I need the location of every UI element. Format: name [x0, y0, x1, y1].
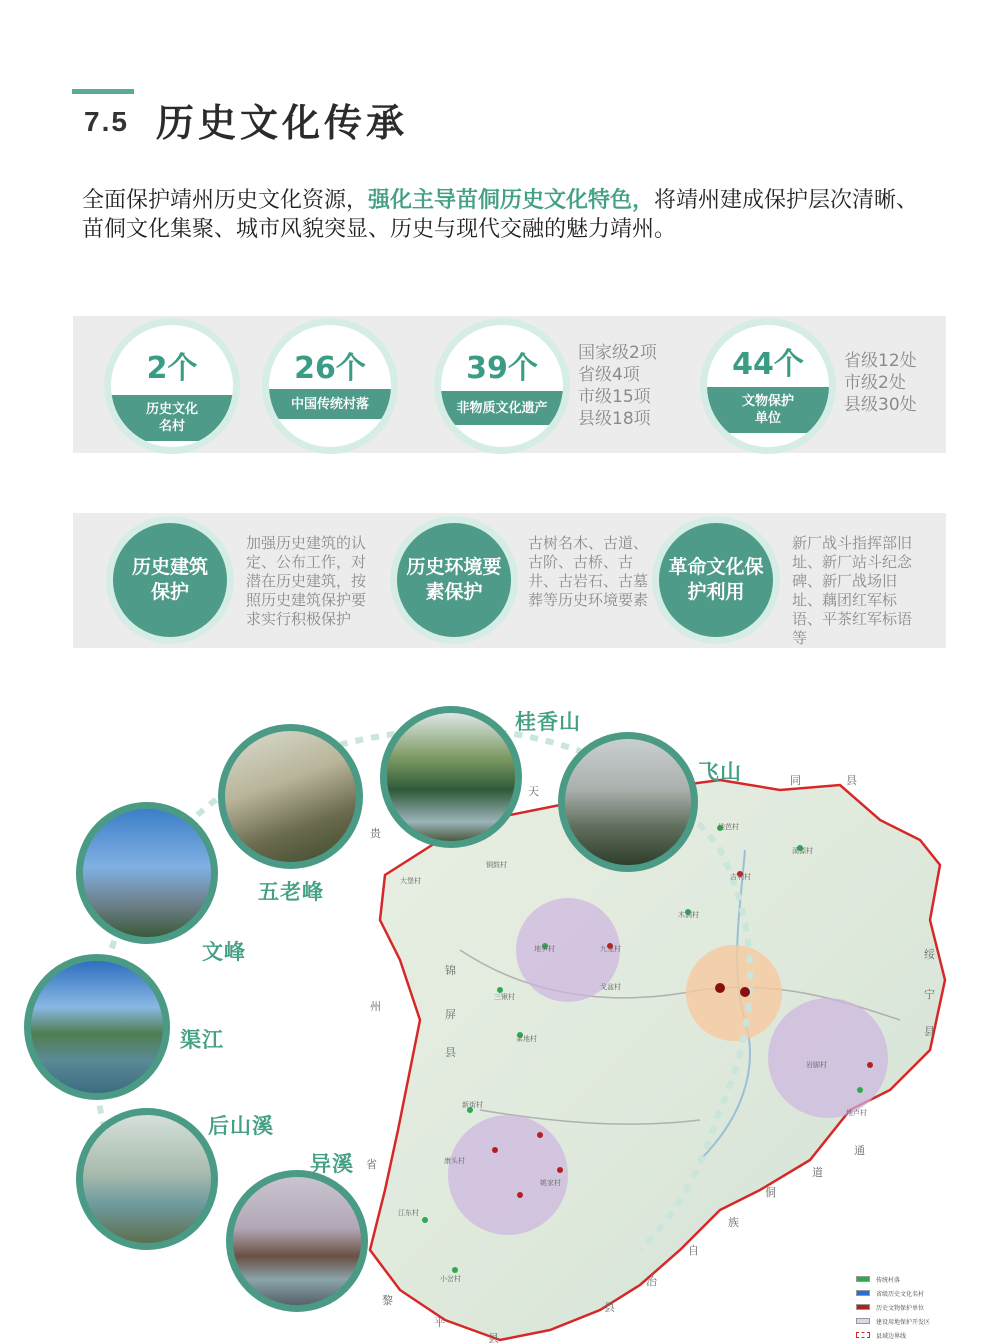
stat-card-villages: [104, 318, 240, 454]
stat-number: 39个: [466, 351, 538, 386]
stat-card-traditional-villages: [262, 318, 398, 454]
stat-card-protected-units: [700, 318, 836, 454]
legend-label: 历史文物保护单位: [876, 1304, 925, 1312]
photo-feishan: [558, 732, 698, 872]
county-label: 县: [924, 1025, 935, 1038]
stat-number: 44个: [732, 347, 804, 382]
place-label-qujiang: 渠江: [180, 1028, 224, 1052]
legend-swatch: [856, 1290, 870, 1296]
county-label: 同: [790, 774, 801, 787]
legend-swatch: [856, 1318, 870, 1324]
stat-number: 2个: [146, 351, 198, 386]
map-legend: [856, 1272, 996, 1342]
county-label: 屏: [445, 1008, 456, 1021]
village-label: 康头村: [444, 1157, 465, 1165]
protection-title-buildings: 历史建筑 保护: [106, 516, 234, 644]
legend-label: 传统村落: [876, 1276, 901, 1284]
section-number: 7.5: [84, 106, 129, 137]
cluster-zone-center: [686, 945, 782, 1041]
intro-highlight: 强化主导苗侗历史文化特色，: [368, 188, 655, 213]
protection-title-environment: 历史环境要 素保护: [390, 516, 518, 644]
place-label-guixiangshan: 桂香山: [515, 710, 581, 734]
stat-card-intangible-heritage: [434, 318, 570, 454]
county-label: 县: [604, 1301, 615, 1314]
legend-row: [856, 1300, 996, 1314]
county-label: 黎: [382, 1294, 393, 1307]
legend-row: [856, 1328, 996, 1342]
protection-text-buildings: 加强历史建筑的认定、公布工作，对潜在历史建筑，按照历史建筑保护要求实行积极保护: [246, 534, 367, 628]
village-label: 江东村: [398, 1209, 419, 1217]
county-label: 州: [370, 1000, 381, 1013]
cluster-zone-south: [448, 1115, 568, 1235]
county-label: 锦: [445, 964, 456, 977]
note-item: 县级30处: [844, 395, 917, 415]
legend-row: [856, 1272, 996, 1286]
note-item: 市级15项: [578, 387, 651, 407]
village-label: 木洞村: [678, 911, 699, 919]
place-label-feishan: 飞山: [698, 760, 742, 784]
stat-label: 历史文化 名村: [111, 395, 233, 441]
legend-swatch: [856, 1276, 870, 1282]
legend-swatch: [856, 1332, 870, 1338]
county-label: 族: [728, 1216, 739, 1229]
heritage-map: [0, 690, 1008, 1344]
county-label: 宁: [924, 988, 935, 1001]
village-label: 吉利村: [730, 873, 751, 881]
village-label: 地卢村: [846, 1109, 867, 1117]
photo-wenfeng: [76, 802, 218, 944]
place-label-yixi: 异溪: [310, 1152, 354, 1176]
legend-swatch: [856, 1304, 870, 1310]
stat-label: 文物保护 单位: [707, 387, 829, 433]
photo-qujiang: [24, 954, 170, 1100]
intro-paragraph: [82, 186, 927, 244]
note-item: 国家级2项: [578, 343, 657, 363]
county-label: 绥: [924, 948, 935, 961]
county-label: 通: [854, 1144, 865, 1157]
village-label: 铜鼓村: [486, 861, 507, 869]
intro-text-2: 将靖州建成保护层次清晰、苗侗文化集聚、城市风貌突显、历史与现代交融的魅力靖州。: [82, 188, 919, 242]
protection-text-revolution: 新厂战斗指挥部旧址、新厂站斗纪念碑、新厂战场旧址、藕团红军标语、平茶红军标语等: [792, 534, 913, 647]
village-label: 岩脚村: [806, 1061, 827, 1069]
county-label: 贵: [370, 827, 381, 840]
place-label-wulaofeng: 五老峰: [258, 880, 324, 904]
village-label: 戈盆村: [600, 983, 621, 991]
cluster-zone-east: [768, 998, 888, 1118]
note-item: 省级12处: [844, 351, 917, 371]
village-label: 三锹村: [494, 993, 515, 1001]
village-label: 姚家村: [540, 1179, 561, 1187]
county-label: 县: [846, 774, 857, 787]
place-label-houshanxi: 后山溪: [208, 1114, 274, 1138]
stat-label: 中国传统村落: [269, 389, 391, 419]
stat-label: 非物质文化遗产: [441, 391, 563, 425]
stat-notes-intangible: [578, 342, 657, 430]
village-label: 九龙村: [600, 945, 621, 953]
title-accent-bar: [72, 89, 134, 94]
county-label: 道: [812, 1166, 823, 1179]
photo-guixiangshan: [380, 706, 522, 848]
photo-houshanxi: [76, 1108, 218, 1250]
county-label: 省: [366, 1158, 377, 1171]
village-label: 菜地村: [516, 1035, 537, 1043]
legend-row: [856, 1314, 996, 1328]
note-item: 县级18项: [578, 409, 651, 429]
place-label-wenfeng: 文峰: [202, 940, 246, 964]
village-label: 地笋村: [534, 945, 555, 953]
photo-yixi: [226, 1170, 368, 1312]
legend-label: 省级历史文化名村: [876, 1290, 925, 1298]
county-label: 县: [488, 1332, 499, 1344]
stat-number: 26个: [294, 351, 366, 386]
county-label: 平: [434, 1316, 445, 1329]
note-item: 省级4项: [578, 365, 640, 385]
county-label: 县: [445, 1046, 456, 1059]
village-label: 溪源村: [792, 847, 813, 855]
county-label: 治: [646, 1275, 657, 1288]
photo-wulaofeng: [218, 724, 363, 869]
note-item: 市级2处: [844, 373, 906, 393]
intro-text-1: 全面保护靖州历史文化资源，: [82, 188, 369, 213]
protection-text-environment: 古树名木、古道、古阶、古桥、古井、古岩石、古墓葬等历史环境要素: [528, 534, 649, 609]
county-label: 侗: [765, 1186, 776, 1199]
county-label: 天: [528, 785, 539, 798]
village-label: 地芭村: [718, 823, 739, 831]
protection-title-revolution: 革命文化保 护利用: [652, 516, 780, 644]
county-label: 自: [688, 1244, 699, 1257]
stat-notes-protected: [844, 350, 917, 416]
village-label: 新街村: [462, 1101, 483, 1109]
legend-label: 县域边界线: [876, 1332, 907, 1340]
village-label: 小岔村: [440, 1275, 461, 1283]
legend-row: [856, 1286, 996, 1300]
village-label: 大堡村: [400, 877, 421, 885]
legend-label: 建设用地保护开发区: [876, 1318, 931, 1326]
page-title: 历史文化传承: [156, 101, 409, 145]
